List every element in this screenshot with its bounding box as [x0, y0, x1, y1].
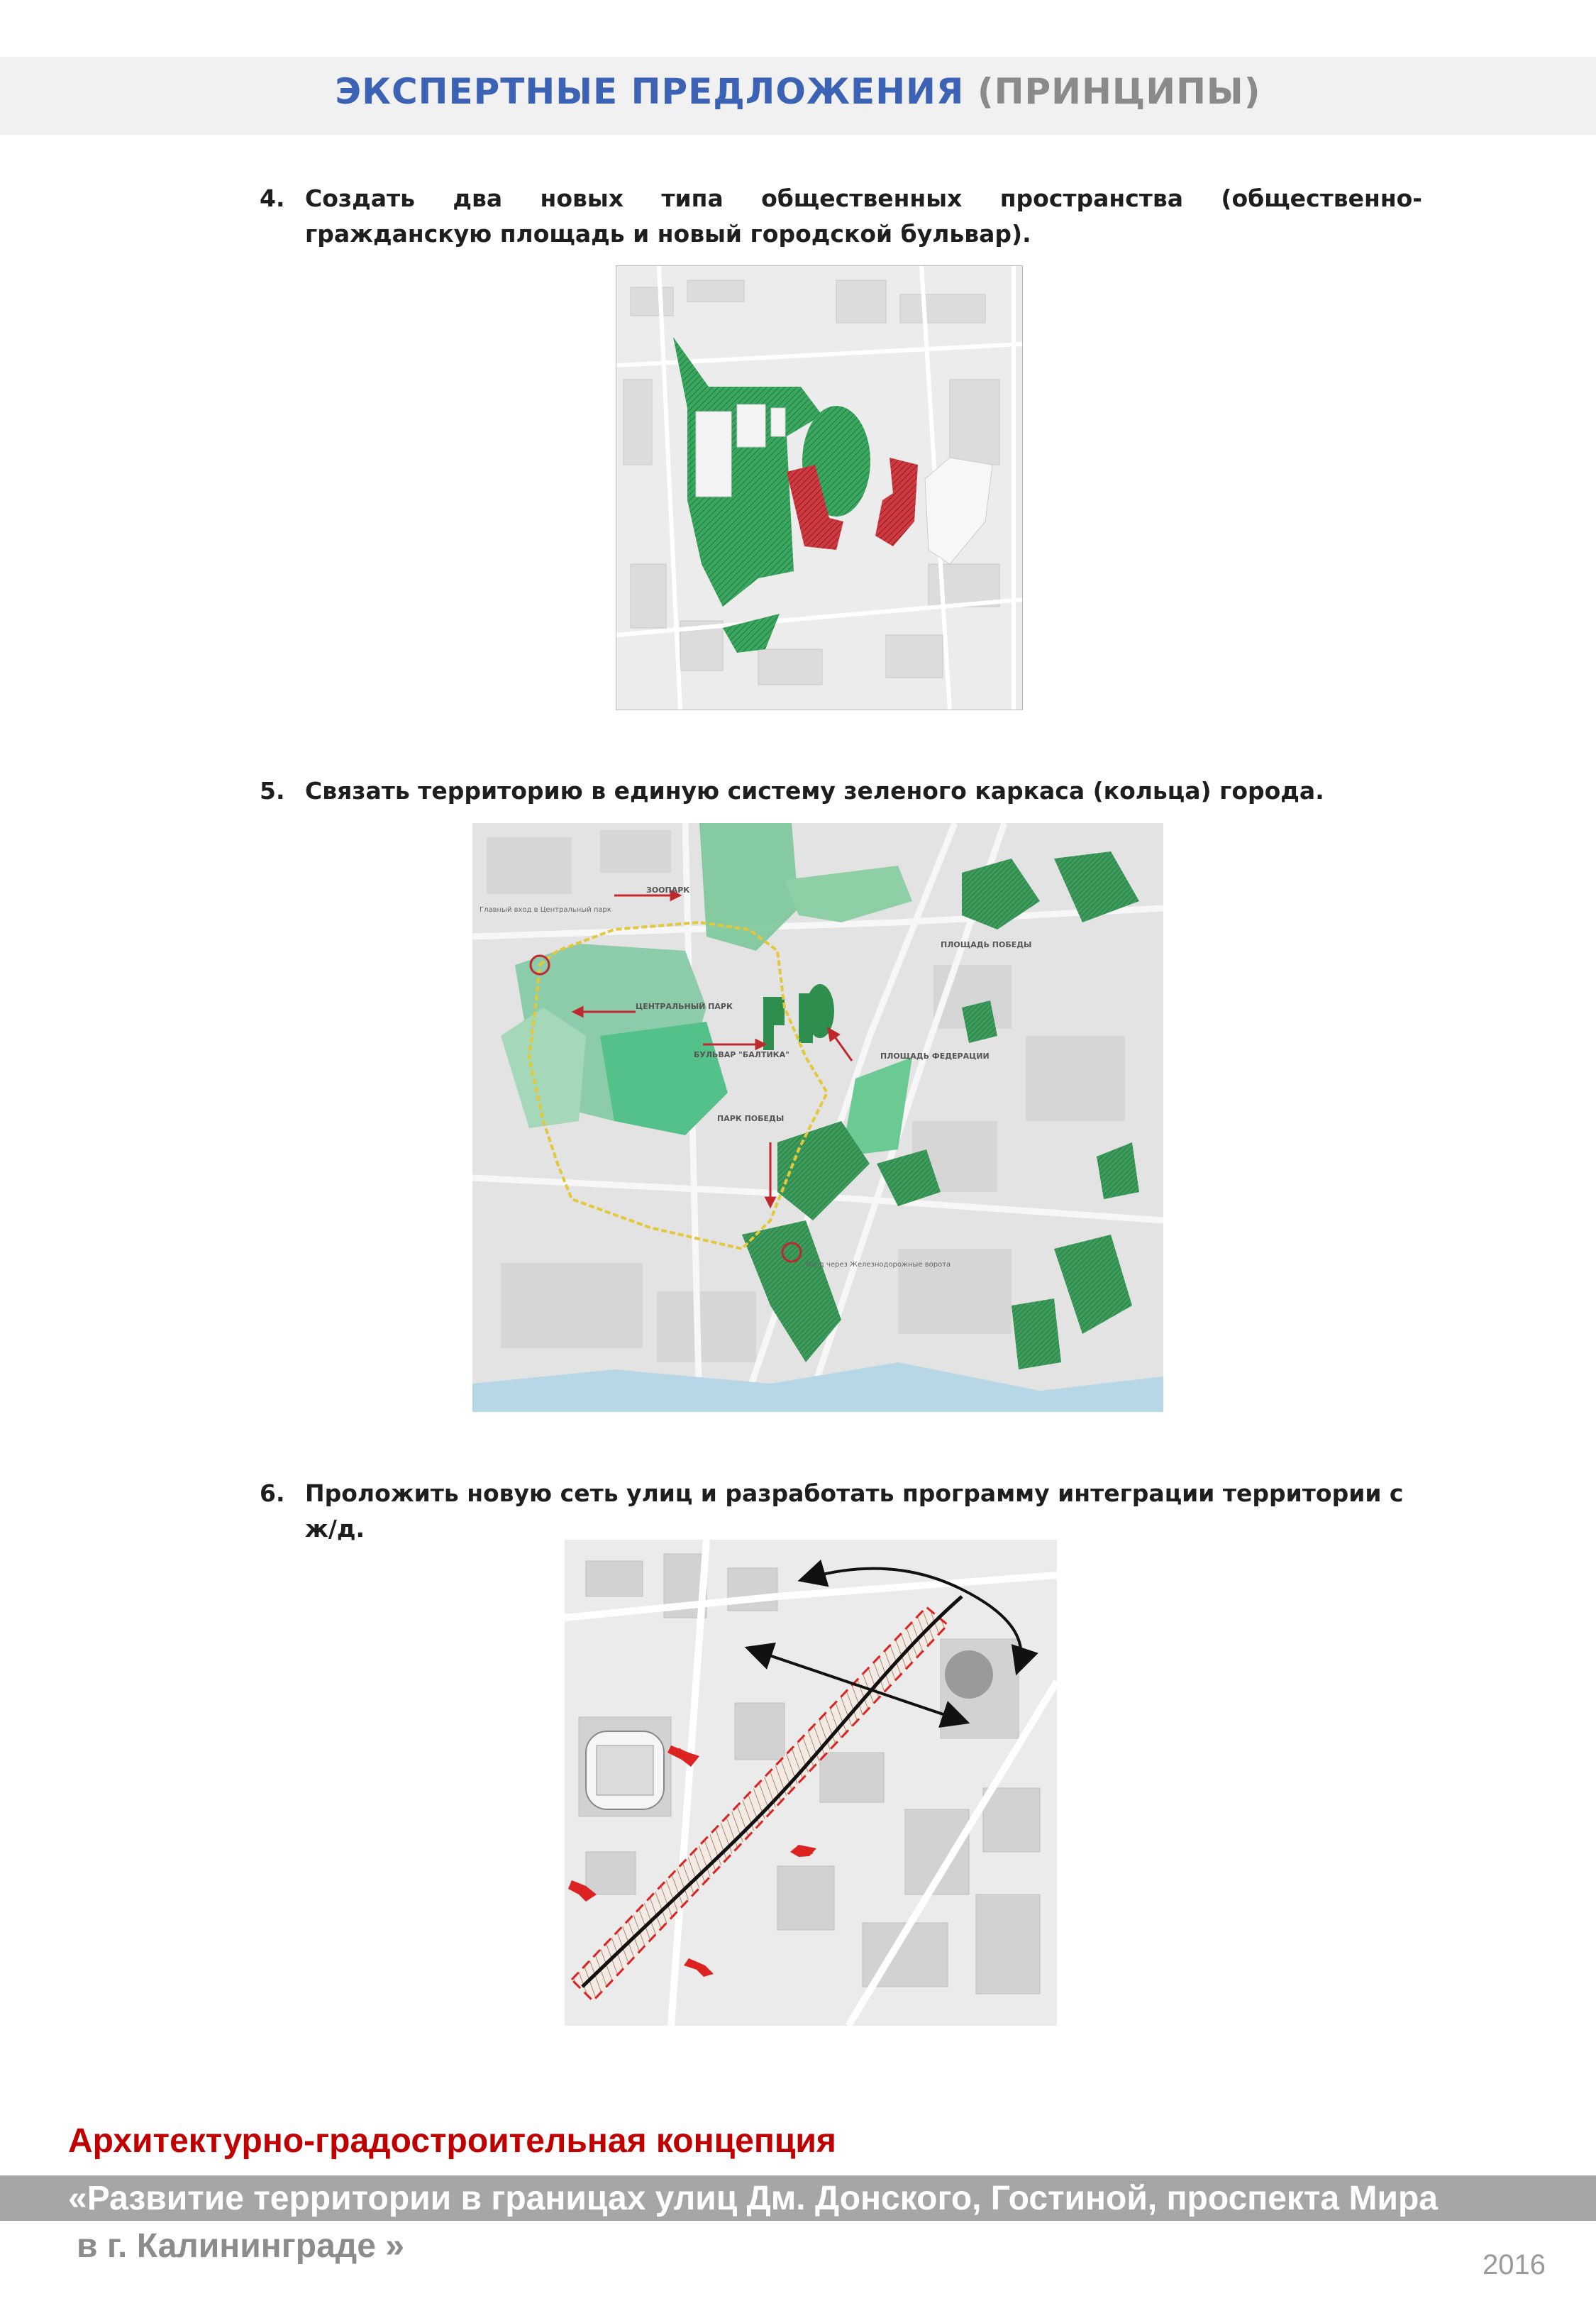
principle-text: Проложить новую сеть улиц и разработать программу интеграции территории с ж/д.: [305, 1479, 1404, 1543]
label-rail-gate: Вход через Железнодорожные ворота: [806, 1261, 951, 1269]
page-title: [0, 71, 1596, 112]
label-victory-park: ПАРК ПОБЕДЫ: [717, 1114, 785, 1123]
page-title-main: ЭКСПЕРТНЫЕ ПРЕДЛОЖЕНИЯ: [335, 71, 965, 112]
label-federation-square: ПЛОЩАДЬ ФЕДЕРАЦИИ: [880, 1052, 990, 1061]
label-boulevard: БУЛЬВАР "БАЛТИКА": [694, 1050, 789, 1059]
label-central-park: ЦЕНТРАЛЬНЫЙ ПАРК: [636, 1002, 733, 1011]
principle-text: Создать два новых типа общественных пространства (общественно-гражданскую площадь и новый городской бульвар).: [305, 184, 1422, 248]
principle-item-6: [260, 1476, 1423, 1543]
footer-heading: Архитектурно-градостроительная концепция: [68, 2122, 836, 2160]
label-zoo: ЗООПАРК: [646, 886, 690, 895]
principle-number: 4.: [260, 184, 285, 212]
map-street-network: [565, 1540, 1057, 2026]
principle-text: Связать территорию в единую систему зеленого каркаса (кольца) города.: [305, 777, 1324, 805]
principle-item-5: [260, 773, 1423, 812]
principle-number: 5.: [260, 777, 285, 805]
footer-line1: «Развитие территории в границах улиц Дм. Донского, Гостиной, проспекта Мира: [68, 2180, 1438, 2217]
footer-line2: в г. Калининграде »: [77, 2227, 404, 2265]
label-main-entrance: Главный вход в Центральный парк: [480, 906, 611, 914]
label-victory-square: ПЛОЩАДЬ ПОБЕДЫ: [941, 940, 1032, 949]
page-title-sub: (ПРИНЦИПЫ): [977, 71, 1261, 112]
footer-year: 2016: [1483, 2249, 1546, 2280]
map-public-spaces: [616, 265, 1023, 710]
principle-item-4: [260, 181, 1423, 259]
map-green-ring: [472, 823, 1163, 1412]
principle-number: 6.: [260, 1479, 285, 1507]
